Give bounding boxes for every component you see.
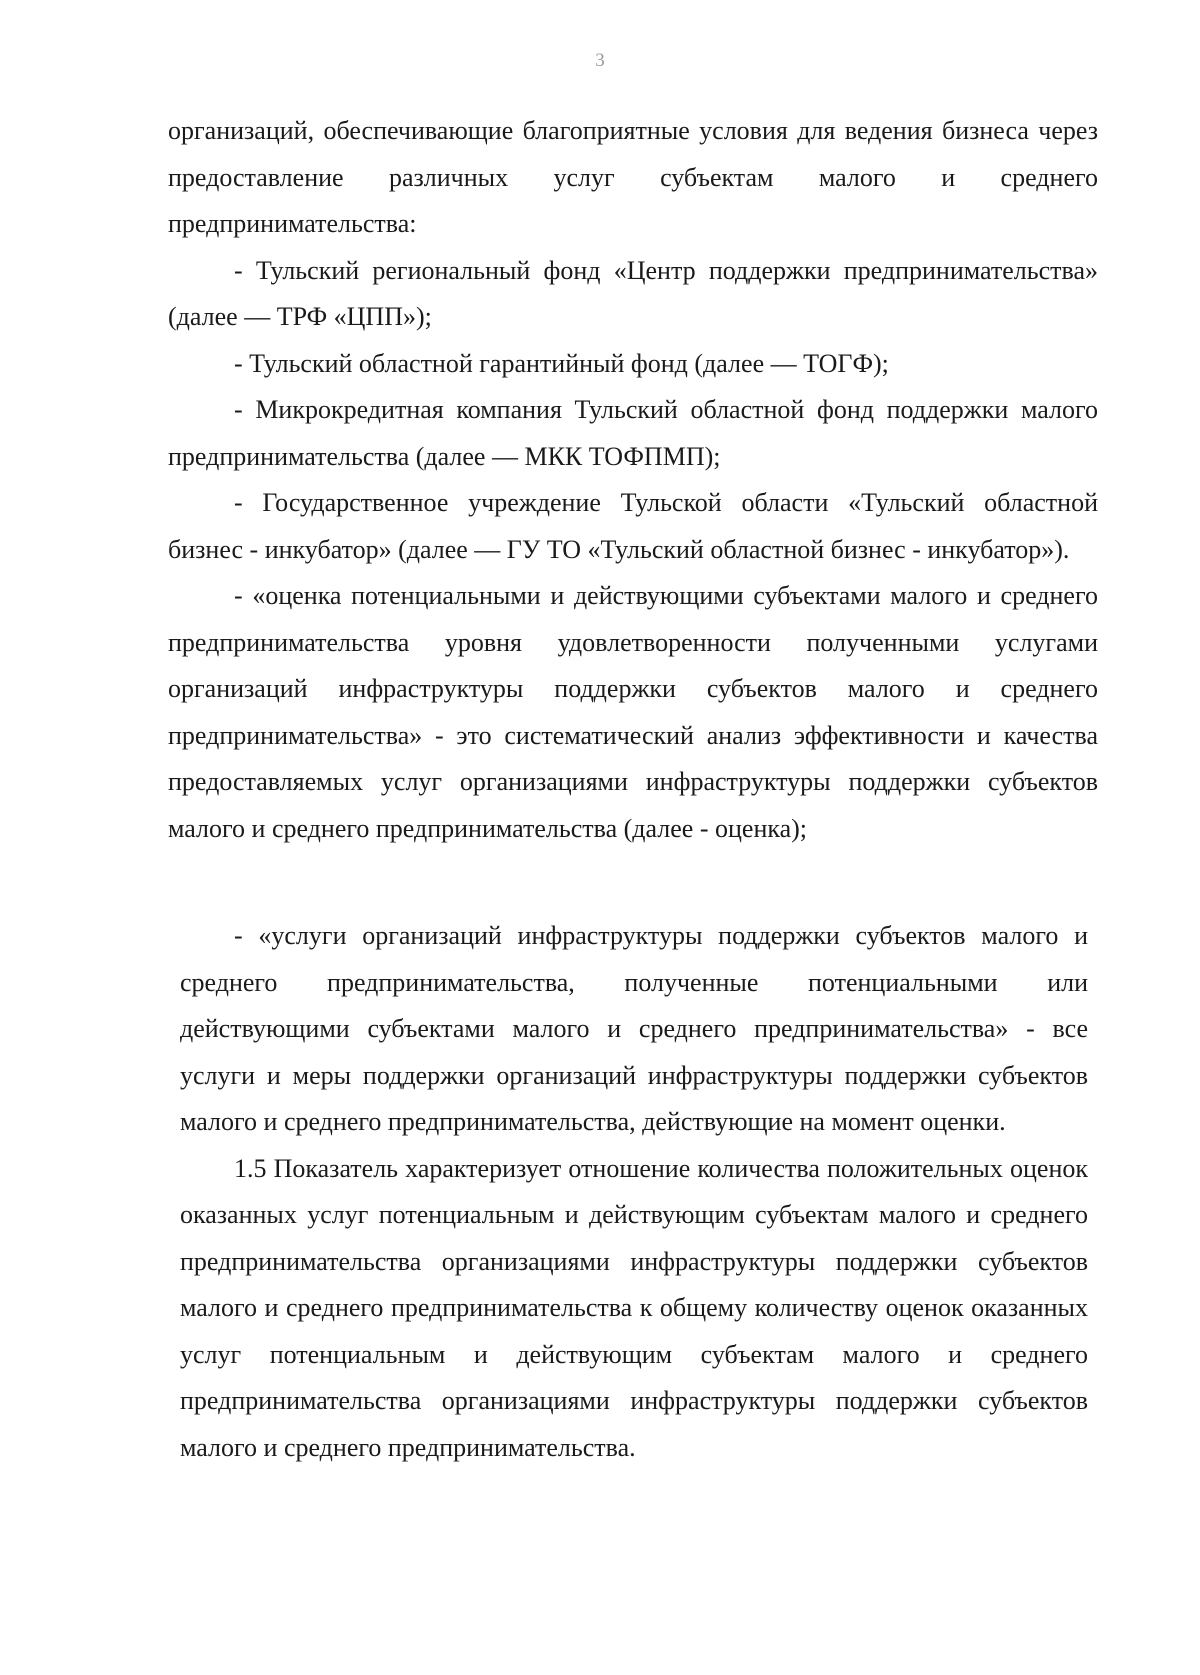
list-item-business-incubator: - Государственное учреждение Тульской области «Тульский областной бизнес - инкубатор» (далее — ГУ ТО «Тульский областной бизнес - инкубатор»). bbox=[168, 488, 1098, 564]
page-number: 3 bbox=[595, 50, 605, 71]
document-body-lower bbox=[180, 913, 1088, 1471]
list-item-togf: - Тульский областной гарантийный фонд (далее — ТОГФ); bbox=[234, 348, 889, 378]
definition-services: - «услуги организаций инфраструктуры поддержки субъектов малого и среднего предпринимательства, полученные потенциальными или действующими субъектами малого и среднего предпринимательства» - все услуги и меры поддержки организаций инфраструктуры поддержки субъектов малого и среднего предпринимательства, действующие на момент оценки. bbox=[180, 921, 1088, 1136]
section-1-5-paragraph: 1.5 Показатель характеризует отношение количества положительных оценок оказанных услуг потенциальным и действующим субъектам малого и среднего предпринимательства организациями инфраструктуры поддержки субъектов малого и среднего предпринимательства к общему количеству оценок оказанных услуг потенциальным и действующим субъектам малого и среднего предпринимательства организациями инфраструктуры поддержки субъектов малого и среднего предпринимательства. bbox=[180, 1153, 1088, 1462]
document-body-upper bbox=[168, 108, 1098, 852]
list-item-mkk-tofpmp: - Микрокредитная компания Тульский областной фонд поддержки малого предпринимательства (далее — МКК ТОФПМП); bbox=[168, 395, 1098, 471]
intro-paragraph: организаций, обеспечивающие благоприятные условия для ведения бизнеса через предоставление различных услуг субъектам малого и среднего предпринимательства: bbox=[168, 116, 1098, 238]
definition-assessment: - «оценка потенциальными и действующими субъектами малого и среднего предпринимательства уровня удовлетворенности полученными услугами организаций инфраструктуры поддержки субъектов малого и среднего предпринимательства» - это систематический анализ эффективности и качества предоставляемых услуг организациями инфраструктуры поддержки субъектов малого и среднего предпринимательства (далее - оценка); bbox=[168, 581, 1098, 843]
list-item-trf-cpp: - Тульский региональный фонд «Центр поддержки предпринимательства» (далее — ТРФ «ЦПП»); bbox=[168, 255, 1098, 331]
